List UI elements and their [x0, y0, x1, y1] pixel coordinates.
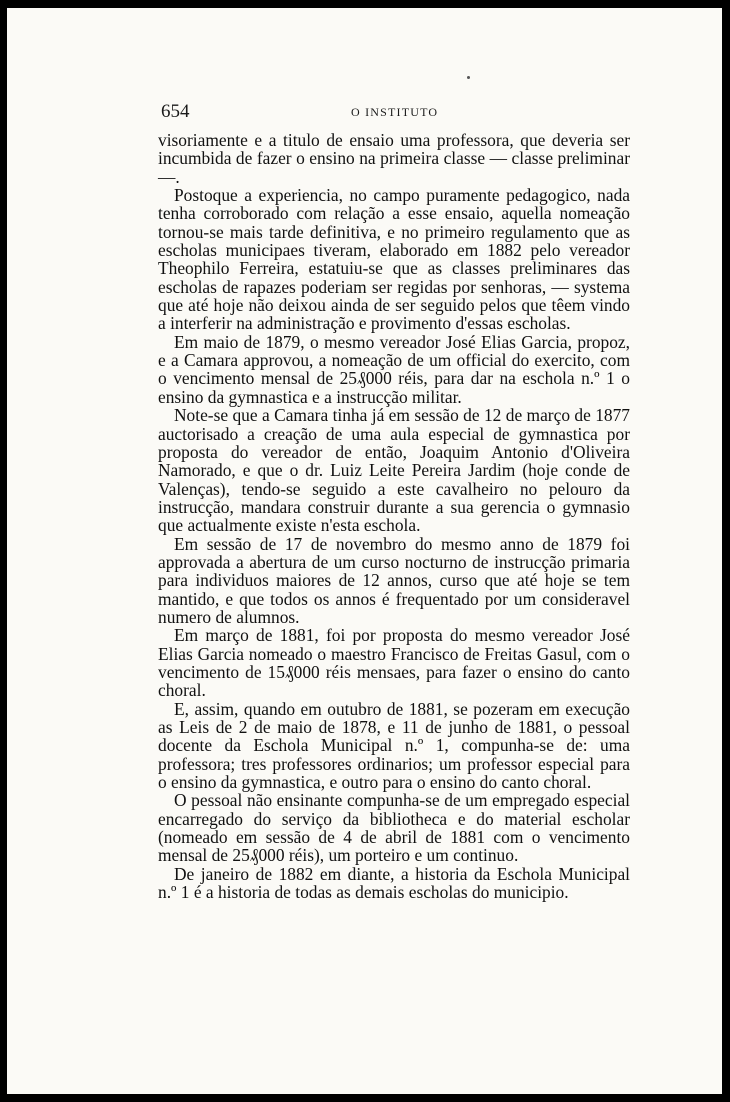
- paragraph: Postoque a experiencia, no campo puramente pedagogico, nada tenha corroborado com relação a esse ensaio, aquella nomeação tornou-se mais tarde definitiva, e no primeiro regulamento que as escholas municipaes tiveram, elaborado em 1882 pelo vereador Theophilo Ferreira, estatuiu-se que as classes preliminares das escholas de rapazes poderiam ser regidas por senhoras, — systema que até hoje não deixou ainda de ser seguido pelos que têem vindo a interferir na administração e provimento d'essas escholas.: [158, 185, 630, 334]
- scan-speck: [467, 76, 470, 79]
- paragraph: Em maio de 1879, o mesmo vereador José Elias Garcia, propoz, e a Camara approvou, a nomeação de um official do exercito, com o vencimento mensal de 25₰000 réis, para dar na eschola n.º 1 o ensino da gymnastica e a instrucção militar.: [158, 331, 630, 407]
- paragraph: De janeiro de 1882 em diante, a historia da Eschola Municipal n.º 1 é a historia de todas as demais escholas do municipio.: [158, 863, 630, 903]
- running-title: O INSTITUTO: [351, 105, 439, 119]
- paragraph: Em março de 1881, foi por proposta do mesmo vereador José Elias Garcia nomeado o maestro Francisco de Freitas Gasul, com o vencimento de 15₰000 réis mensaes, para fazer o ensino do canto choral.: [158, 625, 630, 701]
- paragraph: Note-se que a Camara tinha já em sessão de 12 de março de 1877 auctorisado a creação de uma aula especial de gymnastica por proposta do vereador de então, Joaquim Antonio d'Oliveira Namorado, e que o dr. Luiz Leite Pereira Jardim (hoje conde de Valenças), tendo-se seguido a este cavalheiro no pelouro da instrucção, mandara construir durante a sua gerencia o gymnasio que actualmente existe n'esta eschola.: [158, 405, 630, 536]
- page-number: 654: [161, 101, 190, 122]
- page-header: [161, 101, 636, 125]
- paragraph: Em sessão de 17 de novembro do mesmo anno de 1879 foi approvada a abertura de um curso nocturno de instrucção primaria para individuos maiores de 12 annos, curso que até hoje se tem mantido, e que todos os annos é frequentado por um consideravel numero de alumnos.: [158, 533, 630, 627]
- paragraph: O pessoal não ensinante compunha-se de um empregado especial encarregado do serviço da bibliotheca e do material escholar (nomeado em sessão de 4 de abril de 1881 com o vencimento mensal de 25₰000 réis), um porteiro e um continuo.: [158, 790, 630, 866]
- paragraph: visoriamente e a titulo de ensaio uma professora, que deveria ser incumbida de fazer o ensino na primeira classe — classe preliminar —.: [158, 130, 630, 187]
- body-text: [158, 131, 630, 901]
- paragraph: E, assim, quando em outubro de 1881, se pozeram em execução as Leis de 2 de maio de 1878, e 11 de junho de 1881, o pessoal docente da Eschola Municipal n.º 1, compunha-se de: uma professora; tres professores ordinarios; um professor especial para o ensino da gymnastica, e outro para o ensino do canto choral.: [158, 698, 630, 793]
